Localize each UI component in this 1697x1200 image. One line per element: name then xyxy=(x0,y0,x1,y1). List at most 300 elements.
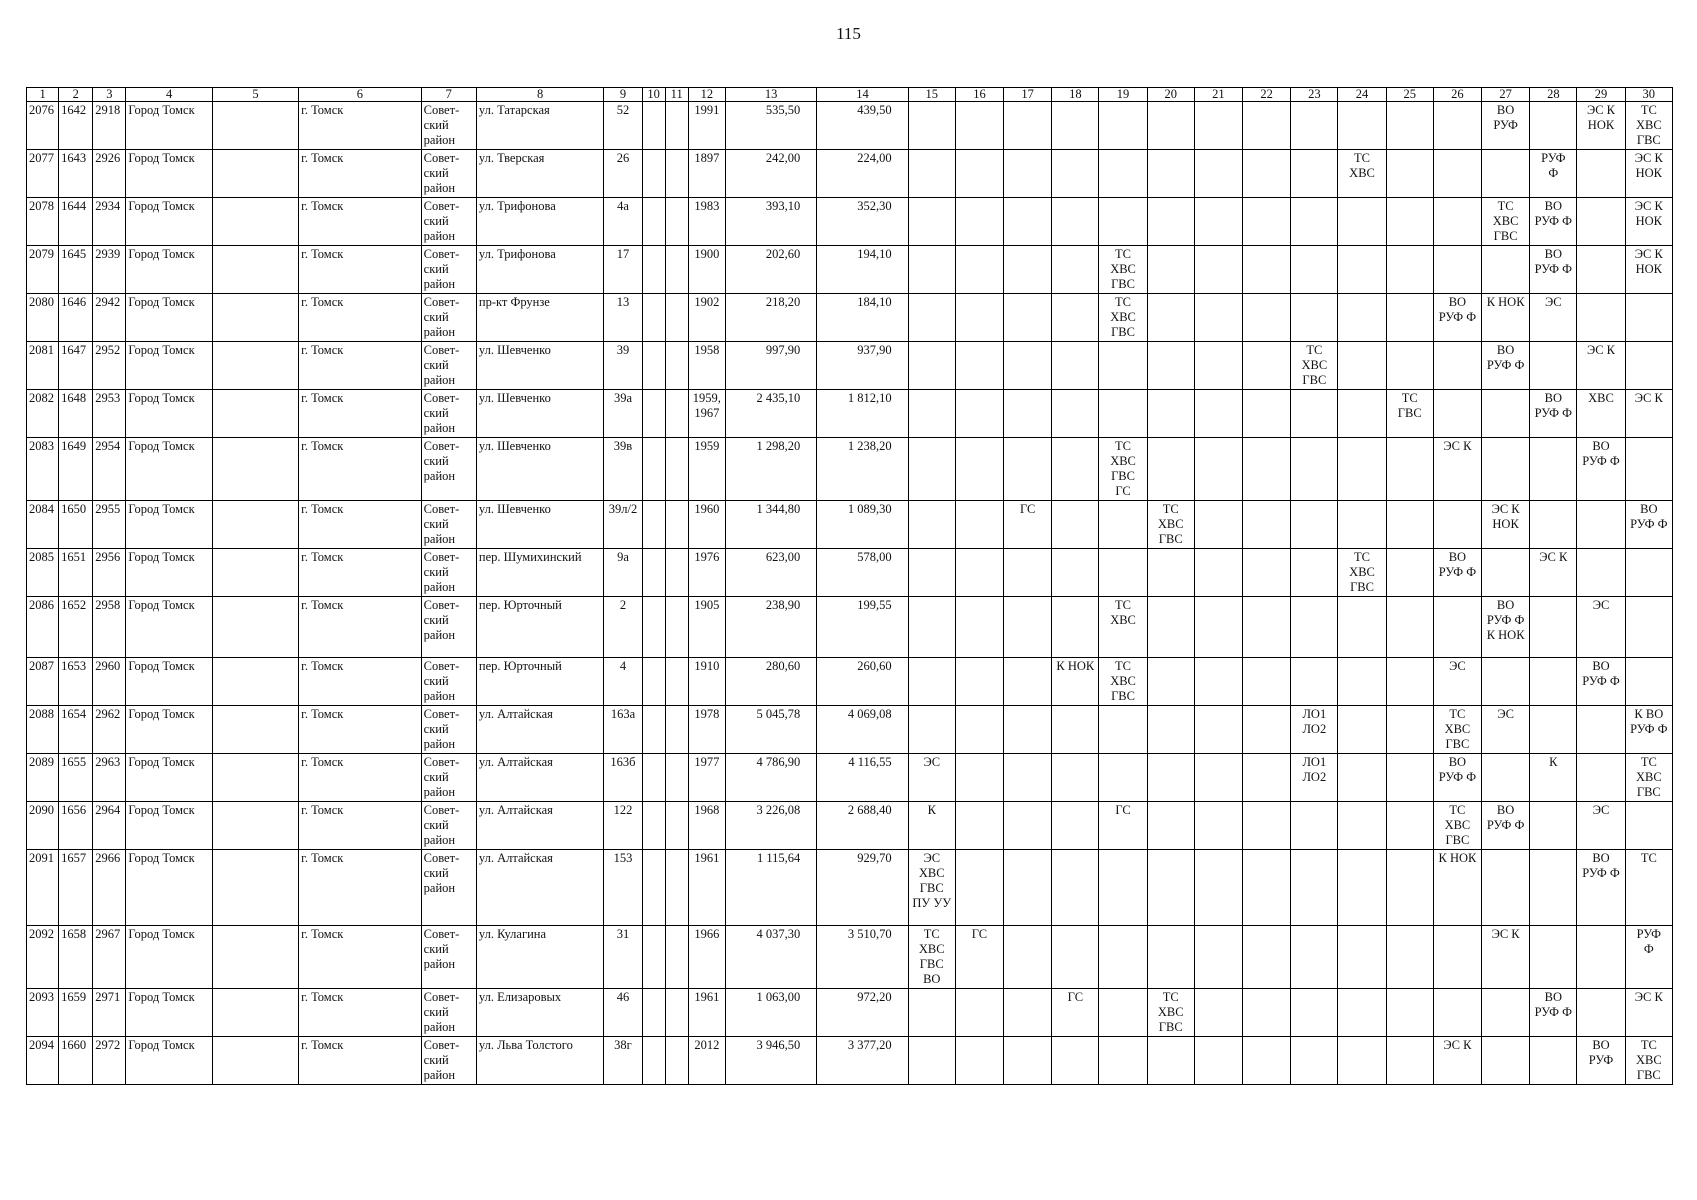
cell-text: 3 377,20 xyxy=(847,1038,892,1052)
cell-text: РУФ Ф xyxy=(1438,310,1477,324)
table-cell xyxy=(665,198,688,246)
cell-text: 623,00 xyxy=(765,550,801,564)
table-cell xyxy=(642,549,665,597)
table-cell xyxy=(955,597,1003,658)
table-cell xyxy=(1194,658,1242,706)
cell-text: ТС xyxy=(1640,755,1657,769)
table-cell xyxy=(299,246,422,294)
table-cell xyxy=(421,597,476,658)
cell-text: ул. Алтайская xyxy=(478,851,553,865)
cell-text: ский xyxy=(423,517,449,531)
cell-text: Ф xyxy=(1548,166,1559,180)
cell-text: 2091 xyxy=(29,851,54,865)
cell-text: г. Томск xyxy=(301,659,344,673)
cell-text: район xyxy=(423,628,456,642)
table-cell xyxy=(955,102,1003,150)
table-cell xyxy=(299,198,422,246)
table-cell xyxy=(1099,342,1147,390)
table-cell xyxy=(1433,246,1481,294)
cell-text: ТС xyxy=(1401,391,1418,405)
cell-text: 2 xyxy=(619,598,627,612)
table-cell xyxy=(1243,1037,1291,1085)
table-cell xyxy=(665,549,688,597)
cell-text: 4 116,55 xyxy=(848,755,892,769)
table-cell xyxy=(27,658,59,706)
table-cell xyxy=(93,658,126,706)
cell-text: ГВС xyxy=(1636,1068,1661,1082)
table-cell xyxy=(1530,754,1577,802)
cell-text: ХВС xyxy=(1635,770,1662,784)
table-cell xyxy=(688,706,725,754)
table-cell xyxy=(421,754,476,802)
table-cell xyxy=(1386,501,1433,549)
table-cell xyxy=(1386,150,1433,198)
cell-text: 2954 xyxy=(95,439,121,453)
table-cell xyxy=(59,802,93,850)
cell-text: 3 226,08 xyxy=(756,803,801,817)
table-cell xyxy=(1243,102,1291,150)
table-cell xyxy=(1243,989,1291,1037)
cell-text: 194,10 xyxy=(857,247,892,261)
cell-text: 163б xyxy=(610,755,636,769)
cell-text: РУФ xyxy=(1541,151,1566,165)
cell-text: 1968 xyxy=(694,803,720,817)
cell-text: Город Томск xyxy=(128,659,195,673)
table-cell xyxy=(1099,802,1147,850)
table-cell xyxy=(1147,198,1194,246)
table-cell xyxy=(665,150,688,198)
table-cell xyxy=(126,438,212,501)
table-cell xyxy=(1433,989,1481,1037)
cell-text: 3 510,70 xyxy=(847,927,892,941)
cell-text: РУФ Ф xyxy=(1582,674,1620,688)
table-cell xyxy=(1147,658,1194,706)
cell-text: 1 344,80 xyxy=(756,502,801,516)
table-body xyxy=(27,102,1673,1085)
table-cell xyxy=(604,989,642,1037)
cell-text: ский xyxy=(423,358,449,372)
table-cell xyxy=(1482,198,1530,246)
cell-text: 163а xyxy=(610,707,636,721)
table-cell xyxy=(1243,501,1291,549)
cell-text: ТС xyxy=(1640,851,1657,865)
cell-text: 1905 xyxy=(694,598,720,612)
cell-text: 1961 xyxy=(694,990,720,1004)
table-cell xyxy=(665,294,688,342)
table-cell xyxy=(1625,549,1672,597)
table-cell xyxy=(59,926,93,989)
table-cell xyxy=(212,597,298,658)
table-cell xyxy=(908,294,955,342)
cell-text: РУФ Ф xyxy=(1534,406,1573,420)
table-cell xyxy=(1338,342,1386,390)
cell-text: 2960 xyxy=(95,659,121,673)
table-row xyxy=(27,102,1673,150)
table-cell xyxy=(1052,198,1099,246)
registry-table-wrapper xyxy=(26,87,1673,1085)
cell-text: Совет- xyxy=(423,391,460,405)
cell-text: 4 037,30 xyxy=(756,927,801,941)
table-cell xyxy=(604,754,642,802)
cell-text: ВО xyxy=(1544,391,1562,405)
table-cell xyxy=(421,294,476,342)
table-cell xyxy=(1099,597,1147,658)
table-cell xyxy=(1433,658,1481,706)
cell-text: ский xyxy=(423,674,449,688)
table-cell xyxy=(817,989,908,1037)
table-cell xyxy=(604,198,642,246)
table-cell xyxy=(212,150,298,198)
cell-text: 39 xyxy=(616,343,630,357)
cell-text: ТС xyxy=(1115,439,1132,453)
cell-text: 218,20 xyxy=(765,295,801,309)
table-cell xyxy=(1577,150,1625,198)
cell-text: ВО xyxy=(1592,439,1610,453)
table-cell xyxy=(27,989,59,1037)
table-cell xyxy=(421,802,476,850)
column-header-30: 30 xyxy=(1625,88,1672,102)
cell-text: ЭС xyxy=(1592,803,1610,817)
cell-text: ВО xyxy=(1448,755,1467,769)
table-cell xyxy=(1386,754,1433,802)
table-cell xyxy=(1147,438,1194,501)
table-cell xyxy=(725,390,816,438)
table-cell xyxy=(1291,989,1338,1037)
cell-text: ГВС xyxy=(919,957,944,971)
table-cell xyxy=(1625,754,1672,802)
table-cell xyxy=(212,549,298,597)
cell-text: НОК xyxy=(1635,166,1662,180)
table-cell xyxy=(1530,597,1577,658)
table-cell xyxy=(1482,438,1530,501)
table-cell xyxy=(1338,102,1386,150)
table-cell xyxy=(126,390,212,438)
table-cell xyxy=(59,102,93,150)
table-cell xyxy=(908,198,955,246)
cell-text: Город Томск xyxy=(128,550,195,564)
table-cell xyxy=(476,926,604,989)
cell-text: 1 298,20 xyxy=(756,439,801,453)
cell-text: 2966 xyxy=(95,851,121,865)
table-cell xyxy=(212,658,298,706)
table-cell xyxy=(421,102,476,150)
table-cell xyxy=(1052,802,1099,850)
table-cell xyxy=(1577,102,1625,150)
cell-text: 393,10 xyxy=(765,199,801,213)
table-cell xyxy=(1386,294,1433,342)
table-cell xyxy=(126,102,212,150)
table-cell xyxy=(93,342,126,390)
table-cell xyxy=(1433,850,1481,926)
cell-text: г. Томск xyxy=(301,502,344,516)
table-cell xyxy=(59,658,93,706)
table-cell xyxy=(126,198,212,246)
cell-text: г. Томск xyxy=(301,550,344,564)
cell-text: 280,60 xyxy=(765,659,801,673)
cell-text: ул. Елизаровых xyxy=(478,990,562,1004)
table-cell xyxy=(1577,294,1625,342)
cell-text: г. Томск xyxy=(301,990,344,1004)
table-cell xyxy=(1004,658,1052,706)
table-cell xyxy=(1099,754,1147,802)
cell-text: 2955 xyxy=(95,502,121,516)
table-cell xyxy=(688,926,725,989)
table-cell xyxy=(1482,754,1530,802)
table-cell xyxy=(1338,1037,1386,1085)
cell-text: ХВС xyxy=(1588,391,1614,405)
cell-text: ХВС xyxy=(1301,358,1328,372)
table-cell xyxy=(212,802,298,850)
cell-text: 153 xyxy=(613,851,633,865)
table-cell xyxy=(604,926,642,989)
cell-text: Совет- xyxy=(423,598,460,612)
cell-text: 202,60 xyxy=(765,247,801,261)
cell-text: 242,00 xyxy=(765,151,801,165)
cell-text: ГВС xyxy=(919,881,944,895)
table-cell xyxy=(1052,597,1099,658)
table-cell xyxy=(908,989,955,1037)
table-cell xyxy=(1338,198,1386,246)
cell-text: район xyxy=(423,785,456,799)
table-cell xyxy=(212,706,298,754)
column-header-28: 28 xyxy=(1530,88,1577,102)
table-cell xyxy=(1243,597,1291,658)
table-cell xyxy=(421,658,476,706)
table-cell xyxy=(476,342,604,390)
table-cell xyxy=(604,102,642,150)
table-cell xyxy=(1052,342,1099,390)
cell-text: ВО xyxy=(1544,247,1562,261)
table-cell xyxy=(212,989,298,1037)
cell-text: ХВС xyxy=(1110,310,1136,324)
table-row xyxy=(27,342,1673,390)
table-cell xyxy=(59,150,93,198)
cell-text: 199,55 xyxy=(857,598,892,612)
table-cell xyxy=(1625,989,1672,1037)
table-cell xyxy=(1099,989,1147,1037)
table-cell xyxy=(725,150,816,198)
table-cell xyxy=(126,989,212,1037)
table-cell xyxy=(1338,754,1386,802)
cell-text: 2939 xyxy=(95,247,121,261)
cell-text: ЭС К xyxy=(1634,247,1663,261)
table-cell xyxy=(604,1037,642,1085)
cell-text: ский xyxy=(423,166,449,180)
cell-text: 4 069,08 xyxy=(847,707,892,721)
table-cell xyxy=(642,198,665,246)
table-cell xyxy=(476,850,604,926)
cell-text: К НОК xyxy=(1438,851,1477,865)
table-cell xyxy=(1386,989,1433,1037)
cell-text: 1653 xyxy=(61,659,87,673)
table-cell xyxy=(642,706,665,754)
table-cell xyxy=(1147,1037,1194,1085)
table-cell xyxy=(27,597,59,658)
table-cell xyxy=(1530,294,1577,342)
table-cell xyxy=(476,658,604,706)
table-cell xyxy=(955,501,1003,549)
cell-text: ПУ УУ xyxy=(912,896,952,910)
cell-text: 1643 xyxy=(61,151,87,165)
cell-text: РУФ Ф xyxy=(1582,866,1620,880)
table-cell xyxy=(1004,102,1052,150)
cell-text: ТС xyxy=(1640,1038,1657,1052)
cell-text: НОК xyxy=(1587,118,1615,132)
table-cell xyxy=(1004,549,1052,597)
column-header-15: 15 xyxy=(908,88,955,102)
cell-text: 2083 xyxy=(29,439,54,453)
column-header-22: 22 xyxy=(1243,88,1291,102)
table-cell xyxy=(1482,501,1530,549)
table-cell xyxy=(1099,246,1147,294)
table-cell xyxy=(59,706,93,754)
table-cell xyxy=(955,246,1003,294)
table-cell xyxy=(725,198,816,246)
table-cell xyxy=(126,501,212,549)
table-cell xyxy=(299,102,422,150)
table-cell xyxy=(955,438,1003,501)
table-cell xyxy=(126,658,212,706)
table-cell xyxy=(642,802,665,850)
cell-text: 2952 xyxy=(95,343,121,357)
cell-text: ский xyxy=(423,214,449,228)
table-cell xyxy=(59,850,93,926)
cell-text: ул. Шевченко xyxy=(478,439,551,453)
table-cell xyxy=(1482,850,1530,926)
table-cell xyxy=(421,989,476,1037)
table-cell xyxy=(908,501,955,549)
table-cell xyxy=(604,706,642,754)
cell-text: 2077 xyxy=(29,151,54,165)
cell-text: РУФ Ф xyxy=(1630,517,1668,531)
cell-text: 2956 xyxy=(95,550,121,564)
table-cell xyxy=(1147,597,1194,658)
cell-text: ВО xyxy=(1496,598,1515,612)
column-header-4: 4 xyxy=(126,88,212,102)
cell-text: 1959, xyxy=(692,391,721,405)
table-cell xyxy=(1482,150,1530,198)
table-cell xyxy=(126,342,212,390)
table-cell xyxy=(955,198,1003,246)
table-cell xyxy=(93,390,126,438)
table-cell xyxy=(955,549,1003,597)
table-cell xyxy=(299,706,422,754)
table-cell xyxy=(1004,150,1052,198)
table-cell xyxy=(1625,294,1672,342)
cell-text: ский xyxy=(423,565,449,579)
cell-text: РУФ Ф xyxy=(1486,358,1525,372)
table-cell xyxy=(642,342,665,390)
table-cell xyxy=(908,342,955,390)
cell-text: ТС xyxy=(1162,502,1179,516)
cell-text: Совет- xyxy=(423,659,460,673)
table-cell xyxy=(908,438,955,501)
cell-text: 46 xyxy=(616,990,630,1004)
table-cell xyxy=(1433,150,1481,198)
column-header-2: 2 xyxy=(59,88,93,102)
cell-text: ХВС xyxy=(1635,1053,1662,1067)
registry-table xyxy=(26,87,1673,1085)
cell-text: ский xyxy=(423,262,449,276)
table-cell xyxy=(955,706,1003,754)
column-header-18: 18 xyxy=(1052,88,1099,102)
cell-text: пр-кт Фрунзе xyxy=(478,295,550,309)
cell-text: НОК xyxy=(1492,517,1519,531)
table-cell xyxy=(299,438,422,501)
table-cell xyxy=(59,342,93,390)
table-cell xyxy=(1099,658,1147,706)
table-cell xyxy=(93,802,126,850)
cell-text: район xyxy=(423,881,456,895)
cell-text: РУФ Ф xyxy=(1534,262,1573,276)
table-cell xyxy=(955,150,1003,198)
cell-text: ЛО1 xyxy=(1302,755,1327,769)
cell-text: 1 812,10 xyxy=(847,391,892,405)
cell-text: 1 063,00 xyxy=(756,990,801,1004)
table-cell xyxy=(688,658,725,706)
table-cell xyxy=(1291,342,1338,390)
cell-text: 1983 xyxy=(694,199,720,213)
cell-text: ГС xyxy=(1019,502,1036,516)
cell-text: ХВС xyxy=(1157,517,1184,531)
table-cell xyxy=(725,989,816,1037)
column-header-7: 7 xyxy=(421,88,476,102)
cell-text: Город Томск xyxy=(128,247,195,261)
cell-text: 2964 xyxy=(95,803,121,817)
cell-text: ХВС xyxy=(1444,818,1471,832)
table-cell xyxy=(59,754,93,802)
table-cell xyxy=(1482,246,1530,294)
table-cell xyxy=(665,246,688,294)
table-cell xyxy=(27,754,59,802)
cell-text: 1651 xyxy=(61,550,87,564)
table-cell xyxy=(1577,198,1625,246)
cell-text: пер. Юрточный xyxy=(478,659,562,673)
cell-text: 2971 xyxy=(95,990,121,1004)
cell-text: 2080 xyxy=(29,295,54,309)
cell-text: 3 946,50 xyxy=(756,1038,801,1052)
table-cell xyxy=(476,150,604,198)
table-cell xyxy=(1291,294,1338,342)
cell-text: ул. Алтайская xyxy=(478,803,553,817)
table-cell xyxy=(1004,438,1052,501)
cell-text: г. Томск xyxy=(301,598,344,612)
column-header-16: 16 xyxy=(955,88,1003,102)
cell-text: ЭС К xyxy=(1443,439,1472,453)
table-cell xyxy=(688,549,725,597)
table-cell xyxy=(1052,549,1099,597)
table-cell xyxy=(955,1037,1003,1085)
table-row xyxy=(27,754,1673,802)
cell-text: 17 xyxy=(616,247,630,261)
cell-text: 1645 xyxy=(61,247,87,261)
cell-text: 1 115,64 xyxy=(756,851,801,865)
table-cell xyxy=(1433,501,1481,549)
table-cell xyxy=(1099,501,1147,549)
cell-text: РУФ Ф xyxy=(1438,770,1477,784)
table-cell xyxy=(476,102,604,150)
table-cell xyxy=(642,150,665,198)
table-cell xyxy=(299,501,422,549)
table-cell xyxy=(126,597,212,658)
table-cell xyxy=(476,501,604,549)
cell-text: Город Томск xyxy=(128,927,195,941)
cell-text: 1902 xyxy=(694,295,720,309)
cell-text: ул. Шевченко xyxy=(478,502,551,516)
cell-text: Город Томск xyxy=(128,990,195,1004)
cell-text: 1654 xyxy=(61,707,87,721)
table-cell xyxy=(1386,198,1433,246)
